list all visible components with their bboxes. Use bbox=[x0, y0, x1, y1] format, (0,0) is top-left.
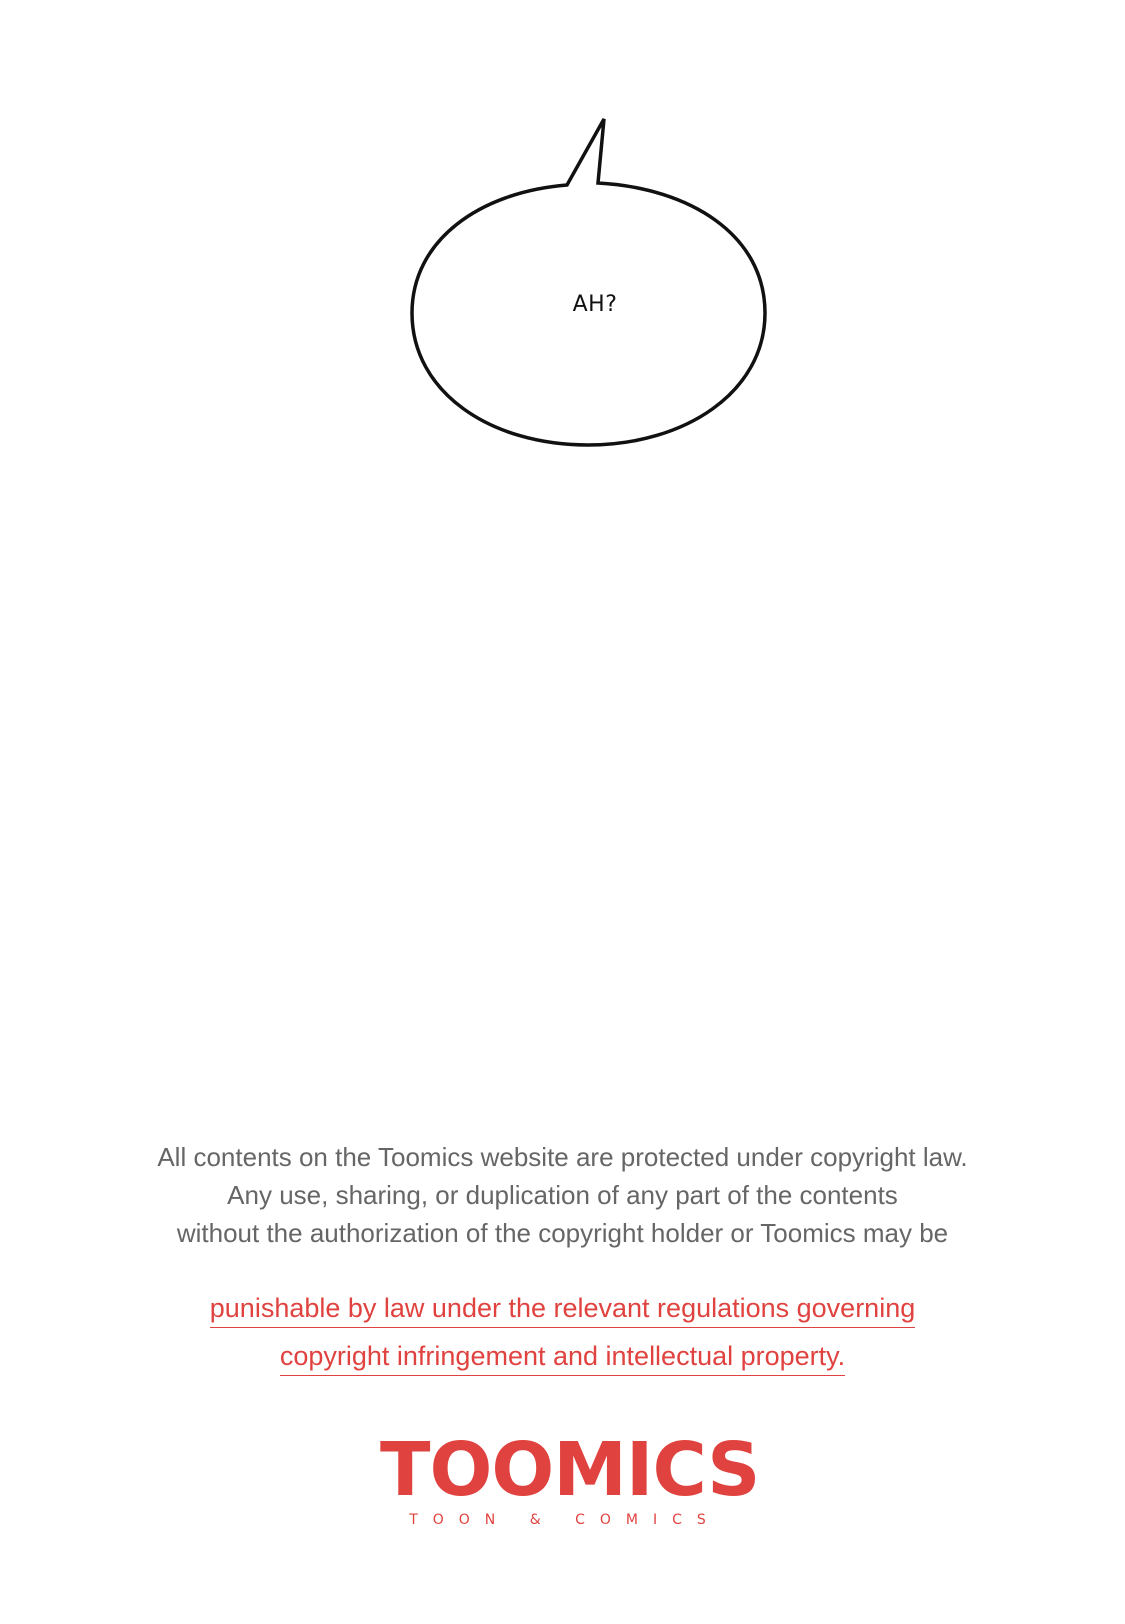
warning-line-1: punishable by law under the relevant regulations governing bbox=[210, 1291, 915, 1328]
speech-bubble-shape bbox=[0, 0, 1125, 470]
logo-tagline: TOON & COMICS bbox=[409, 1512, 721, 1528]
speech-bubble bbox=[0, 0, 1125, 470]
toomics-logo bbox=[380, 1427, 760, 1540]
speech-bubble-text: AH? bbox=[572, 292, 618, 317]
warning-line-2: copyright infringement and intellectual property. bbox=[280, 1339, 845, 1376]
logo-wordmark: TOOMICS bbox=[380, 1427, 760, 1513]
notice-line-2: Any use, sharing, or duplication of any part of the contents bbox=[227, 1180, 898, 1210]
notice-line-3: without the authorization of the copyright holder or Toomics may be bbox=[176, 1218, 949, 1248]
copyright-warning bbox=[0, 1286, 1125, 1382]
notice-line-1: All contents on the Toomics website are protected under copyright law. bbox=[157, 1142, 968, 1172]
copyright-notice bbox=[0, 1138, 1125, 1252]
